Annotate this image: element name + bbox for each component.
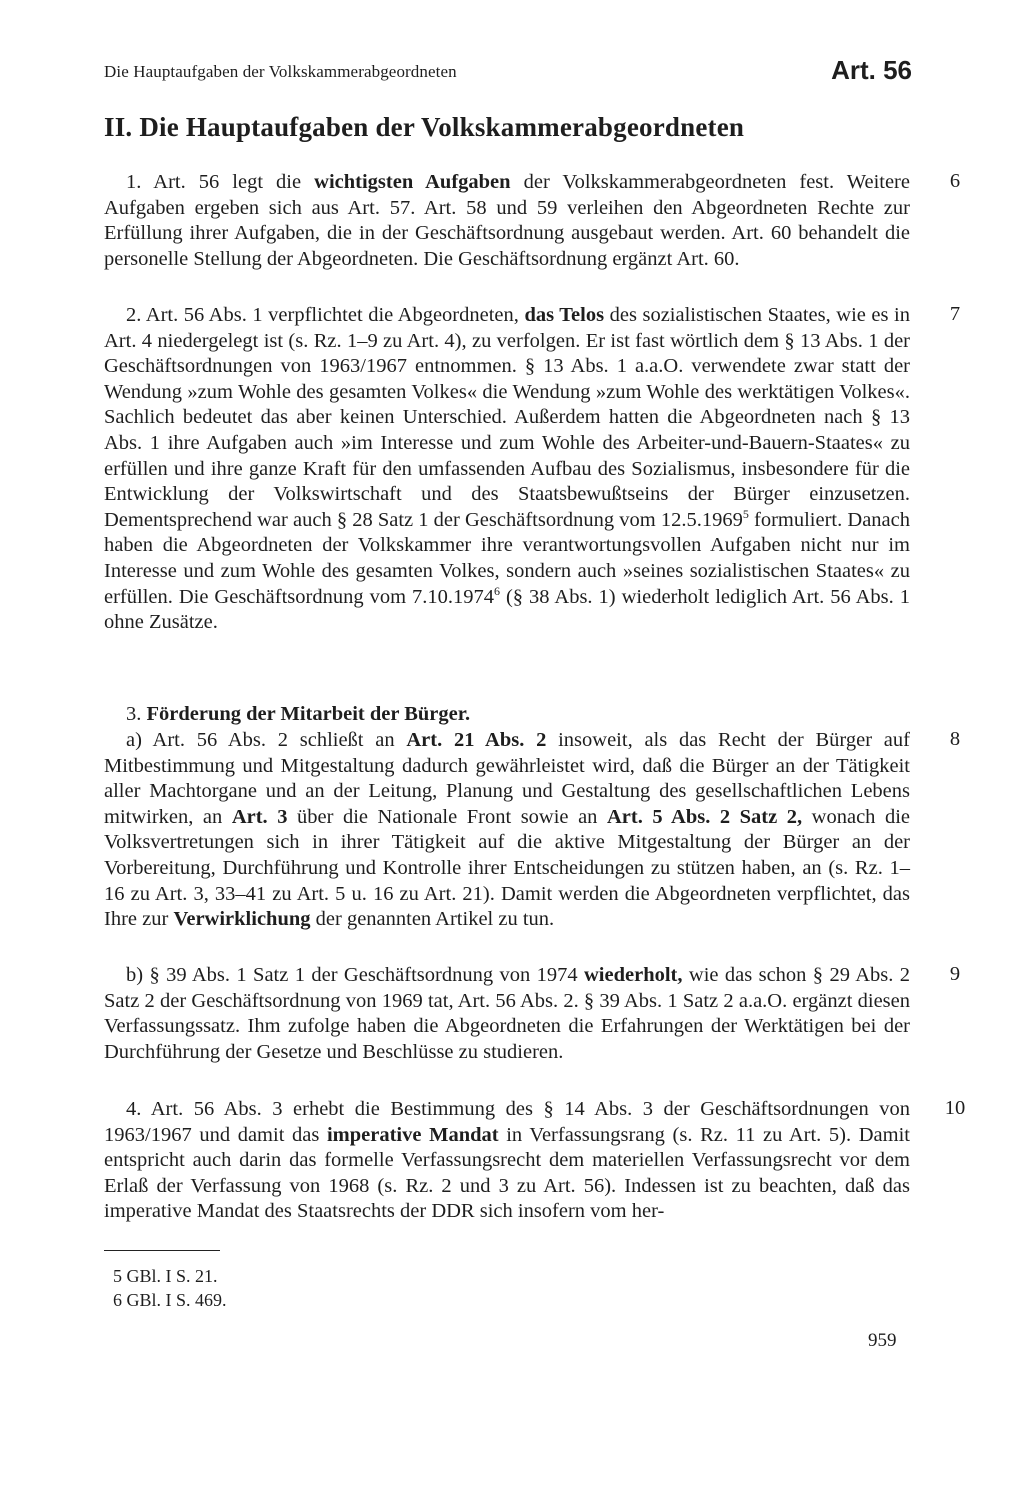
p3a-text-g: wonach die Volksvertretungen sich in ihrer Tätigkeit auf die aktive Mitgestaltung der Bürger an der Vorbereitung, Durchführung und Kontrolle ihrer Entscheidungen zu stützen haben, an (s. Rz. 1–16 zu Art. 3, 33–41 zu Art. 5 u. 16 zu Art. 21). Damit werden die Abgeordneten verpflichtet, das Ihre zur — [104, 805, 911, 931]
p3-bold-title: Förderung der Mitarbeit der Bürger. — [146, 703, 471, 725]
p1-bold-term: wichtigsten Aufgaben — [314, 171, 511, 193]
margin-number-8: 8 — [949, 728, 961, 750]
p3b-bold-term: wiederholt, — [584, 964, 683, 986]
footnote-rule — [104, 1250, 220, 1251]
p3-number: 3. — [126, 703, 147, 725]
margin-number-10: 10 — [944, 1097, 966, 1119]
p2-text-c: des sozialistischen Staates, wie es in Art. 4 niedergelegt ist (s. Rz. 1–9 zu Art. 4), zu verfolgen. Er ist fast wörtlich dem § 13 Abs. 1 der Geschäftsordnungen von 1963/1967 entnommen. § 13 Abs. 1 a.a.O. verwendete zwar statt der Wendung »zum Wohle des gesamten Volkes« die Wendung »zum Wohle des werktätigen Volkes«. Sachlich bedeutet das aber keinen Unterschied. Außerdem hatten die Abgeordneten nach § 13 Abs. 1 ihre Aufgaben auch »im Interesse und zum Wohle des Arbeiter-und-Bauern-Staates« zu erfüllen und ihre ganze Kraft für den umfassenden Aufbau des Sozialismus, insbesondere für die Entwicklung der Volkswirtschaft und des Staatsbewußtseins der Bürger einzusetzen. Dementsprechend war auch § 28 Satz 1 der Geschäftsordnung vom 12.5.1969 — [104, 304, 910, 531]
paragraph-1 — [104, 170, 910, 272]
p3a-text-c: insoweit, als das Recht der Bürger auf Mitbestimmung und Mitgestaltung dadurch gewährleistet wird, daß die Bürger an der Tätigkeit aller Machtorgane und an der Leitung, Planung und Gestaltung des gesellschaftlichen Lebens mitwirken, an — [104, 729, 910, 828]
article-label: Art. 56 — [831, 55, 912, 85]
p2-text-e: (§ 38 Abs. 1) wiederholt lediglich Art. 56 Abs. 1 ohne Zusätze. — [104, 585, 910, 634]
p3a-text-i: der genannten Artikel zu tun. — [310, 908, 555, 931]
paragraph-2 — [104, 303, 910, 636]
p4-bold-term: imperative Mandat — [326, 1123, 499, 1146]
p2-bold-term: das Telos — [524, 304, 605, 326]
footnote-ref-6[interactable]: 6 — [494, 583, 500, 598]
p3b-text-a: b) § 39 Abs. 1 Satz 1 der Geschäftsordnung von 1974 — [126, 964, 584, 986]
p4-text-c: in Verfassungsrang (s. Rz. 11 zu Art. 5). Damit entspricht auch darin das formelle Verfassungsrecht dem materiellen Verfassungsrecht vor dem Erlaß der Verfassung von 1968 (s. Rz. 2 und 3 zu Art. 56). Indessen ist zu beachten, daß das imperative Mandat des Staatsrechts der DDR sich insofern vom her- — [104, 1123, 910, 1223]
p3a-text-e: über die Nationale Front sowie an — [287, 805, 607, 828]
footnote-6: 6 GBl. I S. 469. — [113, 1290, 227, 1310]
margin-number-7: 7 — [949, 303, 961, 325]
paragraph-3b — [104, 963, 910, 1065]
paragraph-3-heading — [104, 702, 910, 728]
p4-text-a: 4. Art. 56 Abs. 3 erhebt die Bestimmung des § 14 Abs. 3 der Geschäftsordnungen von 1963/1967 und damit das — [104, 1098, 910, 1146]
paragraph-3a — [104, 728, 910, 933]
p2-text-d: formuliert. Danach haben die Abgeordneten der Volkskammer ihre verantwortungsvollen Aufgaben nicht nur im Interesse und zum Wohle des gesamten Volkes, sondern auch »seines sozialistischen Staates« zu erfüllen. Die Geschäftsordnung vom 7.10.1974 — [104, 508, 910, 608]
footnote-ref-5[interactable]: 5 — [742, 506, 749, 521]
paragraph-4 — [104, 1097, 910, 1225]
p3b-text-c: wie das schon § 29 Abs. 2 Satz 2 der Geschäftsordnung von 1969 tat, Art. 56 Abs. 2. § 39 Abs. 1 Satz 2 a.a.O. ergänzt diesen Verfassungssatz. Ihm zufolge haben die Abgeordneten die Erfahrungen der Werktätigen bei der Durchführung der Gesetze und Beschlüsse zu studieren. — [104, 964, 910, 1063]
p1-text-a: 1. Art. 56 legt die — [126, 171, 315, 193]
section-heading: II. Die Hauptaufgaben der Volkskammerabgeordneten — [104, 112, 745, 142]
margin-number-6: 6 — [949, 170, 961, 192]
running-title: Die Hauptaufgaben der Volkskammerabgeordneten — [104, 62, 457, 81]
p2-text-a: 2. Art. 56 Abs. 1 verpflichtet die Abgeordneten, — [126, 304, 525, 326]
p3a-bold-a: Art. 21 Abs. 2 — [406, 729, 547, 751]
p3a-bold-c: Art. 5 Abs. 2 Satz 2, — [606, 805, 803, 828]
margin-number-9: 9 — [949, 963, 961, 985]
p3a-bold-b: Art. 3 — [231, 805, 288, 828]
p1-text-c: der Volkskammerabgeordneten fest. Weitere Aufgaben ergeben sich aus Art. 57. Art. 58 und 59 verleihen den Abgeordneten Rechte zur Erfüllung ihrer Aufgaben, die in der Geschäftsordnung ausgebaut werden. Art. 60 behandelt die personelle Stellung der Abgeordneten. Die Geschäftsordnung ergänzt Art. 60. — [104, 171, 910, 270]
p3a-text-a: a) Art. 56 Abs. 2 schließt an — [126, 729, 407, 751]
footnote-5: 5 GBl. I S. 21. — [113, 1266, 218, 1286]
page-number: 959 — [868, 1330, 897, 1351]
p3a-bold-d: Verwirklichung — [173, 908, 311, 931]
